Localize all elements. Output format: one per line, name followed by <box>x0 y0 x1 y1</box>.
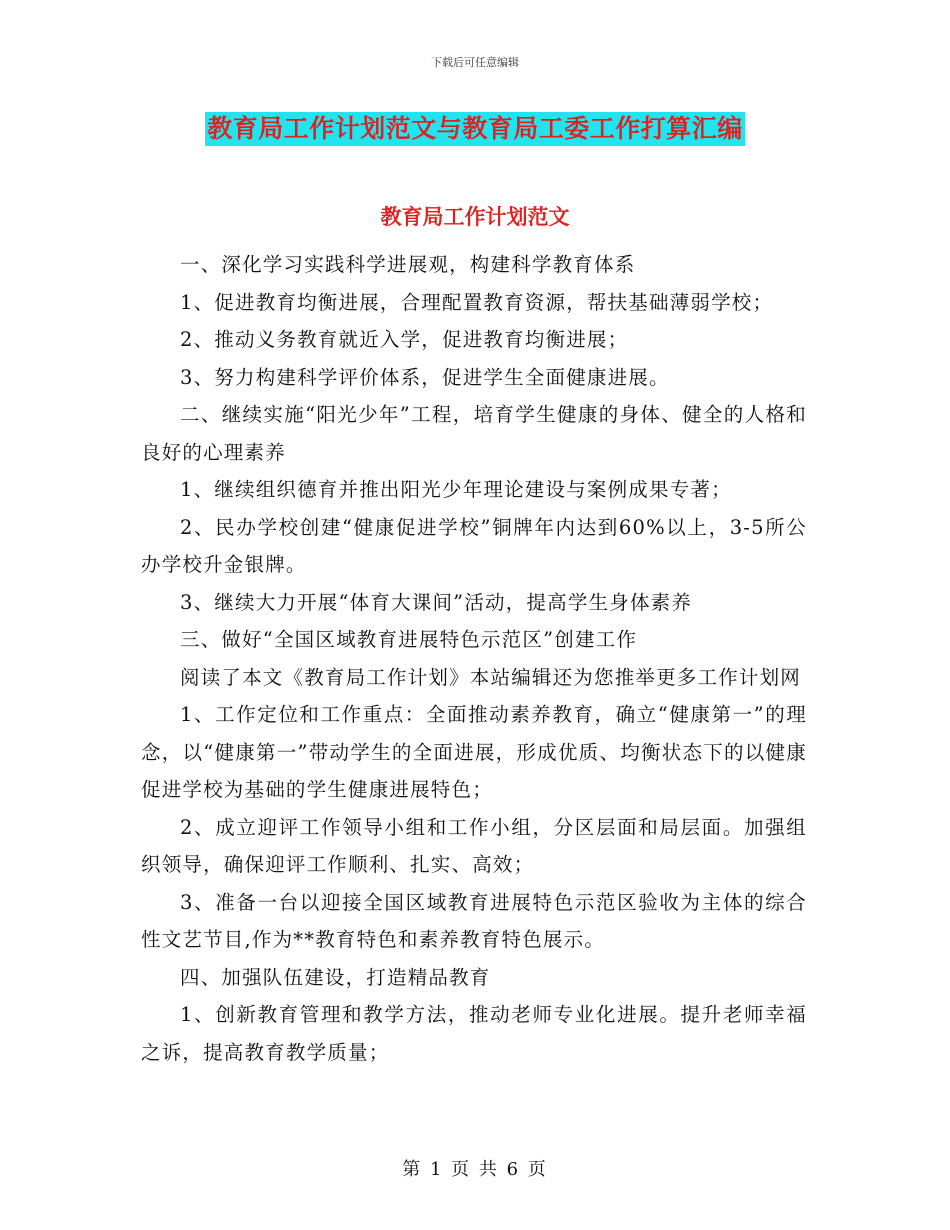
body-paragraph: 一、深化学习实践科学进展观，构建科学教育体系 <box>180 253 636 276</box>
body-paragraph: 1、继续组织德育并推出阳光少年理论建设与案例成果专著； <box>180 478 732 501</box>
body-paragraph: 三、做好“全国区域教育进展特色示范区”创建工作 <box>180 628 638 651</box>
body-paragraph: 四、加强队伍建设，打造精品教育 <box>180 965 491 989</box>
header-note: 下载后可任意编辑 <box>431 56 519 69</box>
body-paragraph: 1、促进教育均衡进展，合理配置教育资源，帮扶基础薄弱学校； <box>180 290 774 314</box>
body-paragraph: 二、继续实施“阳光少年”工程，培育学生健康的身体、健全的人格和良好的心理素养 <box>141 403 807 464</box>
body-paragraph: 2、民办学校创建“健康促进学校”铜牌年内达到60%以上，3-5所公办学校升金银牌。 <box>141 515 807 576</box>
document-title: 教育局工作计划范文与教育局工委工作打算汇编 <box>205 112 745 146</box>
document-body <box>141 246 807 1071</box>
body-paragraph: 2、成立迎评工作领导小组和工作小组，分区层面和局层面。加强组织领导，确保迎评工作顺利、扎实、高效； <box>141 815 807 876</box>
body-paragraph: 阅读了本文《教育局工作计划》本站编辑还为您推举更多工作计划网 <box>180 665 802 689</box>
page-number: 第 1 页 共 6 页 <box>402 1159 548 1180</box>
body-paragraph: 2、推动义务教育就近入学，促进教育均衡进展； <box>180 328 629 351</box>
section-title: 教育局工作计划范文 <box>380 204 570 229</box>
body-paragraph: 3、准备一台以迎接全国区域教育进展特色示范区验收为主体的综合性文艺节目,作为**教育特色和素养教育特色展示。 <box>141 890 807 951</box>
body-paragraph: 1、创新教育管理和教学方法，推动老师专业化进展。提升老师幸福之诉，提高教育教学质量； <box>141 1003 807 1064</box>
body-paragraph: 1、工作定位和工作重点：全面推动素养教育，确立“健康第一”的理念，以“健康第一”带动学生的全面进展，形成优质、均衡状态下的以健康促进学校为基础的学生健康进展特色； <box>141 703 807 801</box>
document-title-wrap <box>0 112 950 146</box>
body-paragraph: 3、继续大力开展“体育大课间”活动，提高学生身体素养 <box>180 590 693 614</box>
body-paragraph: 3、努力构建科学评价体系，促进学生全面健康进展。 <box>180 365 670 389</box>
